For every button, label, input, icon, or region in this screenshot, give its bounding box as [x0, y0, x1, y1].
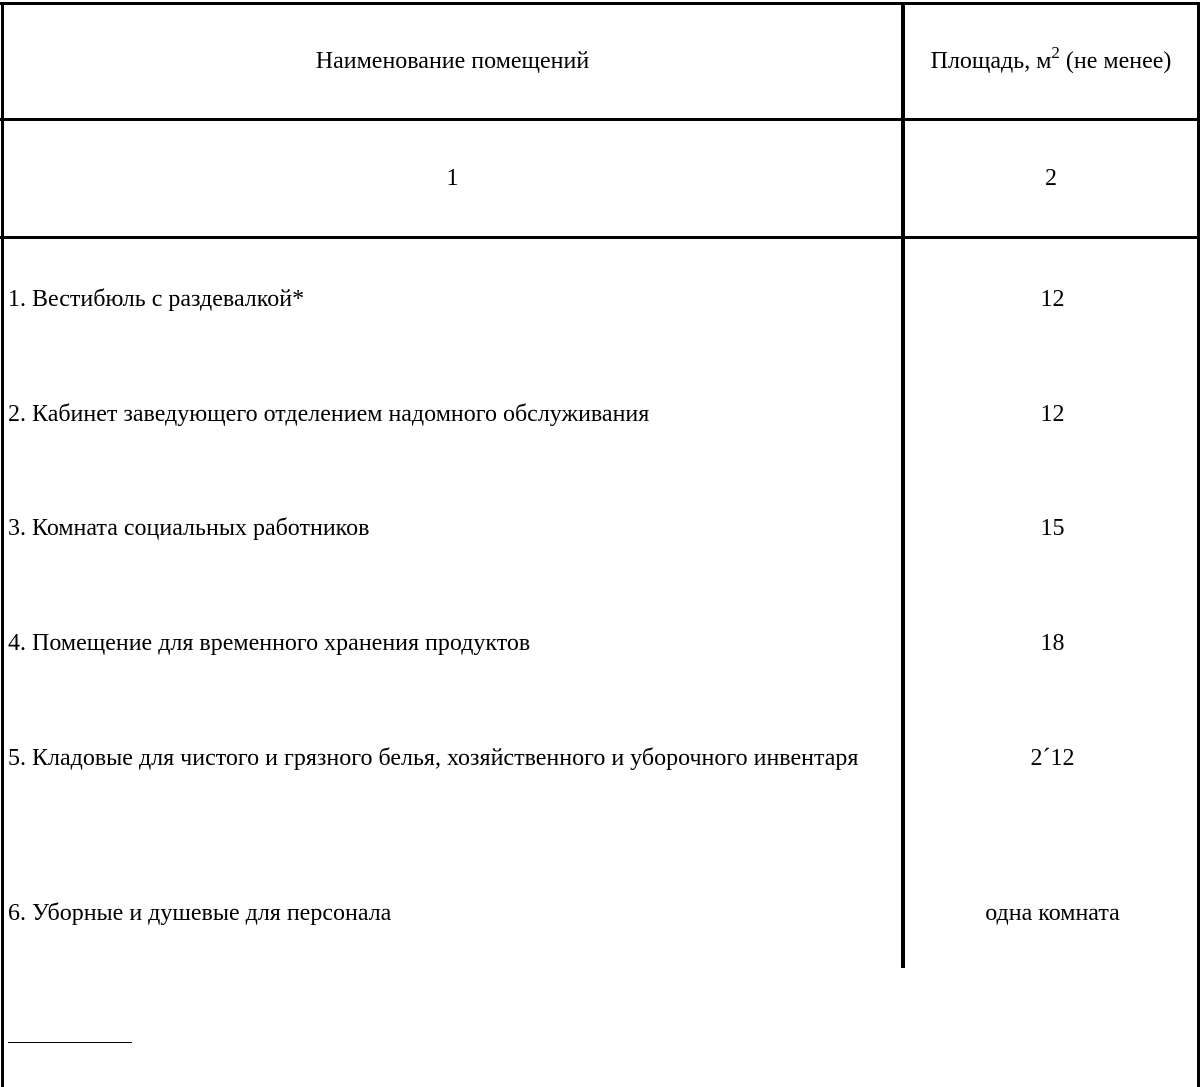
table-row-area: 12	[1040, 401, 1065, 427]
table-row-area: 15	[1040, 515, 1065, 541]
table-row-name: 3. Комната социальных работников	[8, 515, 370, 541]
table-row-name: 5. Кладовые для чистого и грязного белья, хозяйственного и уборочного инвентаря	[8, 745, 859, 771]
numbering-bottom-rule	[0, 236, 1200, 239]
table-row-name: 6. Уборные и душевые для персонала	[8, 900, 392, 926]
table-row-area: 2´12	[1030, 745, 1075, 771]
header-name-label: Наименование помещений	[315, 48, 590, 74]
table-row-name: 1. Вестибюль с раздевалкой*	[8, 286, 305, 312]
header-area-label	[930, 43, 1172, 75]
header-area-text: Площадь, м	[930, 48, 1052, 74]
table-row-area: 18	[1040, 630, 1065, 656]
column-number-2: 2	[1045, 165, 1057, 191]
header-cell-area	[905, 5, 1197, 118]
table-row-area: одна комната	[985, 900, 1120, 926]
column-divider-lower	[901, 238, 905, 968]
table-row-name: 4. Помещение для временного хранения продуктов	[8, 630, 531, 656]
header-area-suffix: (не менее)	[1059, 48, 1172, 74]
footnote-rule	[8, 1042, 132, 1043]
header-area-superscript: 2	[1051, 43, 1060, 62]
numbering-cell-2	[905, 121, 1197, 236]
table-row-area: 12	[1040, 286, 1065, 312]
table-row-name: 2. Кабинет заведующего отделением надомного обслуживания	[8, 401, 650, 427]
column-number-1: 1	[446, 165, 459, 191]
numbering-cell-1	[4, 121, 901, 236]
header-cell-name	[4, 5, 901, 118]
